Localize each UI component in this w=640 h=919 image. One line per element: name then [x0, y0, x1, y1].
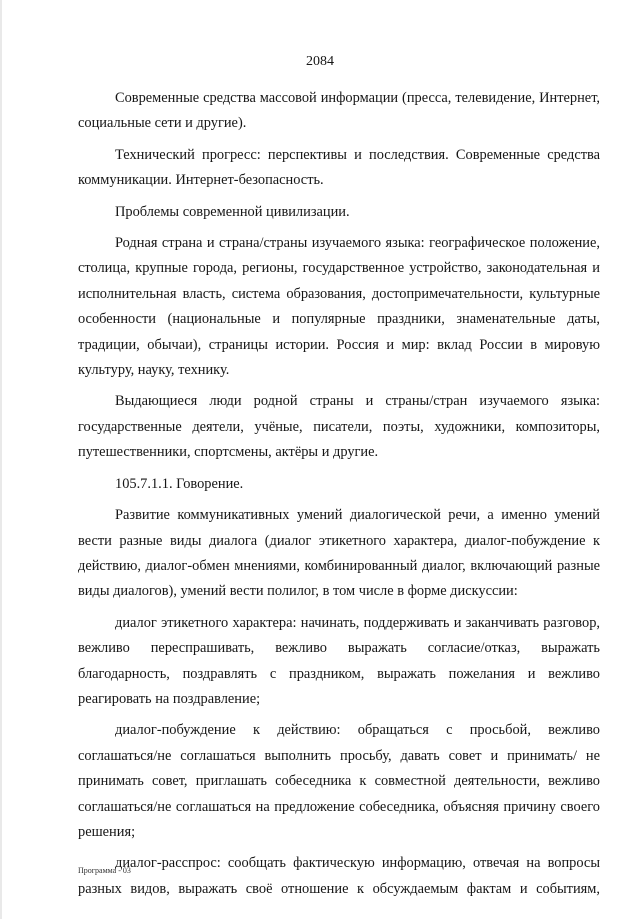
paragraph-inquiry-dialogue: диалог-расспрос: сообщать фактическую информацию, отвечая на вопросы разных видов, выражать своё отношение к обсуждаемым фактам и событиям, [78, 855, 600, 897]
paragraph-technical-progress: Технический прогресс: перспективы и последствия. Современные средства коммуникации. Интернет-безопасность. [78, 146, 600, 189]
paragraph-dialogue-skills: Развитие коммуникативных умений диалогической речи, а именно умений вести разные виды диалога (диалог этикетного характера, диалог-побуждение к действию, диалог-обмен мнениями, комбинированный диалог, включающий разные виды диалогов), умений вести полилог, в том числе в форме дискуссии: [78, 507, 600, 600]
paragraph-outstanding-people: Выдающиеся люди родной страны и страны/стран изучаемого языка: государственные деятели, учёные, писатели, поэты, художники, композиторы, путешественники, спортсмены, актёры и другие. [78, 393, 600, 461]
page-number: 2084 [306, 54, 334, 69]
paragraph-action-dialogue: диалог-побуждение к действию: обращаться с просьбой, вежливо соглашаться/не соглашаться выполнить просьбу, давать совет и принимать/ не принимать совет, приглашать собеседника к совместной деятельности, вежливо соглашаться/не соглашаться на предложение собеседника, объясняя причину своего решения; [78, 722, 600, 840]
paragraph-mass-media: Современные средства массовой информации (пресса, телевидение, Интернет, социальные сети и другие). [78, 90, 600, 132]
section-heading-speaking: 105.7.1.1. Говорение. [115, 475, 244, 492]
paragraph-civilization-problems: Проблемы современной цивилизации. [115, 203, 350, 220]
paragraph-native-country: Родная страна и страна/страны изучаемого языка: географическое положение, столица, крупные города, регионы, государственное устройство, законодательная и исполнительная власть, система образования, достопримечательности, культурные особенности (национальные и популярные праздники, знаменательные даты, традиции, обычаи), страницы истории. Россия и мир: вклад России в мировую культуру, науку, технику. [78, 235, 600, 379]
footer-program-label: Программа - 03 [78, 866, 131, 875]
scan-edge [0, 0, 2, 919]
paragraph-etiquette-dialogue: диалог этикетного характера: начинать, поддерживать и заканчивать разговор, вежливо переспрашивать, вежливо выражать согласие/отказ, выражать благодарность, поздравлять с праздником, выражать пожелания и вежливо реагировать на поздравление; [78, 614, 600, 707]
document-body [78, 86, 600, 902]
